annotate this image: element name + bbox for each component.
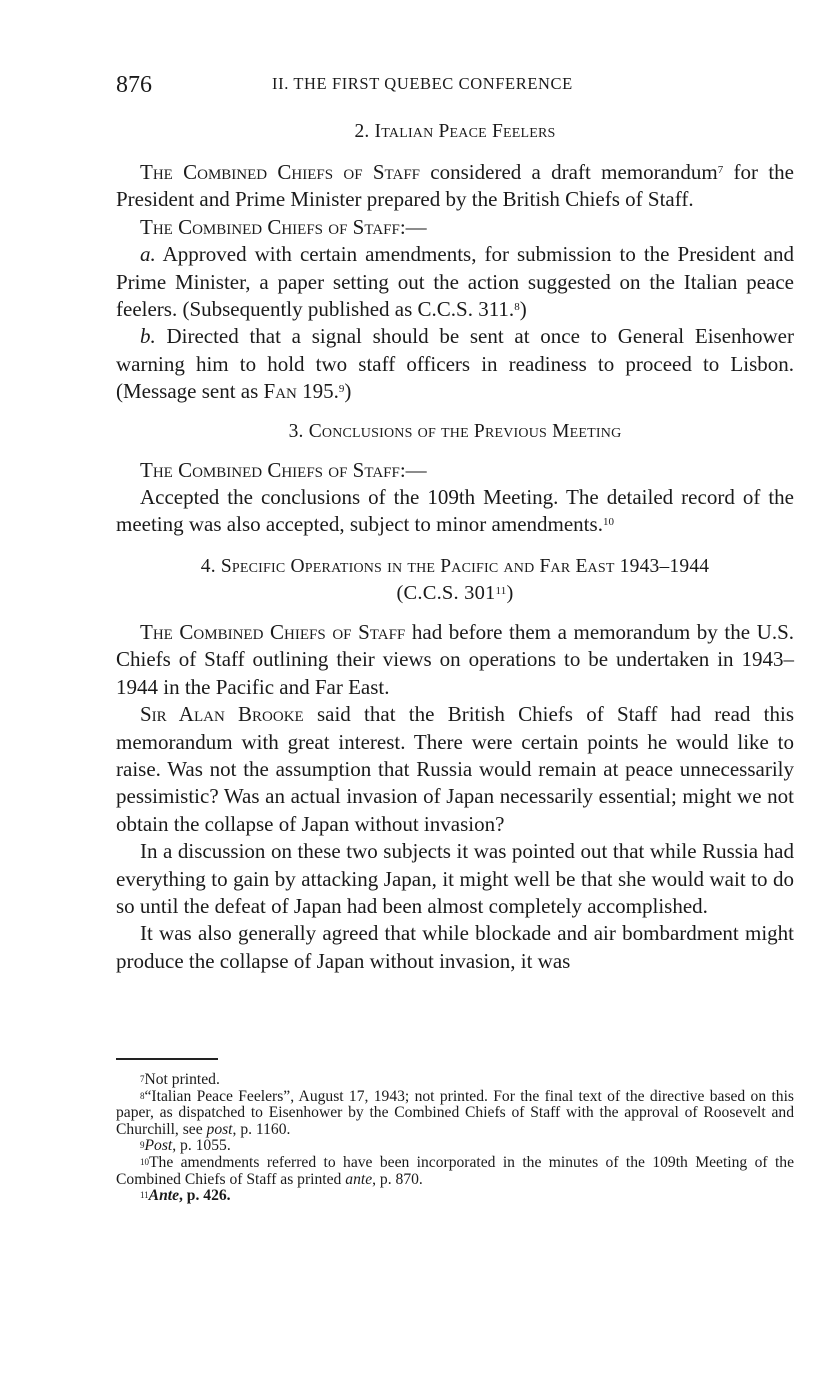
text: considered a draft memorandum	[420, 160, 718, 184]
text: for the President and Prime Minister prepared by the British Chiefs of Staff.	[116, 160, 794, 212]
speaker: The Combined Chiefs of Staff	[140, 619, 406, 644]
footnote-number: 11	[140, 1190, 149, 1201]
text: , p. 870.	[372, 1170, 423, 1188]
footnote-number: 9	[140, 1140, 145, 1151]
paragraph	[116, 214, 794, 241]
text: said that the British Chiefs of Staff had read this memorandum with great interest. There were certain points he would like to raise. Was not the assumption that Russia would remain at peace unnecessarily pessimistic? Was an actual invasion of Japan necessarily essential; might we not obtain the collapse of Japan without invasion?	[116, 702, 794, 836]
paragraph	[116, 484, 794, 539]
footnote-ref: 7	[717, 164, 724, 176]
footnote	[116, 1188, 794, 1205]
text: “Italian Peace Feelers”, August 17, 1943; not printed. For the final text of the directive based on this paper, as dispatched to Eisenhower by the Combined Chiefs of Staff with the approval of Roosevelt and Churchill, see	[116, 1087, 794, 1138]
page-header	[116, 72, 794, 102]
speaker: The Combined Chiefs of Staff	[140, 214, 400, 239]
footnote-number: 7	[140, 1074, 145, 1084]
footnote	[116, 1155, 794, 1188]
footnote-number: 10	[140, 1156, 149, 1167]
page-number: 876	[116, 72, 152, 98]
footnote-ref: 10	[602, 516, 614, 529]
text: 195.	[296, 379, 339, 404]
text: had before them a memorandum by the U.S. Chiefs of Staff outlining their views on operations to be undertaken in 1943–1944 in the Pacific and Far East.	[116, 619, 794, 699]
text: )	[506, 581, 514, 604]
text: The amendments referred to have been incorporated in the minutes of the 109th Meeting of the Combined Chiefs of Staff as printed	[116, 1153, 794, 1188]
footnote	[116, 1072, 794, 1089]
section-heading-3: 3. Conclusions of the Previous Meeting	[288, 420, 622, 442]
text: Ante	[148, 1187, 179, 1205]
speaker: The Combined Chiefs of Staff	[140, 457, 400, 482]
text: :—	[399, 214, 427, 239]
footnote-divider	[116, 1058, 218, 1060]
section-subheading	[116, 580, 794, 607]
paragraph	[116, 457, 794, 484]
paragraph	[116, 159, 794, 214]
running-title: II. THE FIRST QUEBEC CONFERENCE	[272, 74, 573, 93]
text: , p. 1055.	[172, 1137, 231, 1155]
paragraph: It was also generally agreed that while blockade and air bombardment might produce the collapse of Japan without invasion, it was	[116, 921, 794, 973]
section-heading-4: 4. Specific Operations in the Pacific and Far East 1943–1944	[200, 555, 710, 577]
paragraph	[116, 619, 794, 701]
speaker: Sir Alan Brooke	[140, 702, 304, 727]
text: )	[344, 379, 352, 404]
footnote	[116, 1089, 794, 1139]
text: , p. 426.	[179, 1187, 231, 1205]
item-letter: a.	[140, 242, 156, 267]
text: post	[206, 1120, 233, 1138]
text: Not printed.	[144, 1071, 220, 1088]
list-item	[116, 241, 794, 323]
text: Accepted the conclusions of the 109th Meeting. The detailed record of the meeting was also accepted, subject to minor amendments.	[116, 485, 794, 537]
section-heading-2: 2. Italian Peace Feelers	[354, 121, 556, 142]
text: Directed that a signal should be sent at once to General Eisenhower warning him to hold two staff officers in readiness to proceed to Lisbon. (Message sent as	[116, 324, 794, 404]
footnote-number: 8	[140, 1090, 145, 1101]
footnote-ref: 9	[338, 383, 345, 396]
list-item	[116, 323, 794, 405]
message-code: Fan	[263, 379, 297, 404]
text: (C.C.S. 301	[396, 581, 496, 604]
speaker: The Combined Chiefs of Staff	[140, 160, 421, 184]
footnote	[116, 1138, 794, 1155]
text: )	[519, 297, 527, 322]
paragraph: In a discussion on these two subjects it was pointed out that while Russia had everything to gain by attacking Japan, it might well be that she would wait to do so until the defeat of Japan had been almost completely accomplished.	[116, 839, 794, 918]
body-text	[116, 118, 794, 975]
paragraph	[116, 701, 794, 838]
footnote-ref: 11	[495, 584, 507, 597]
footnote-ref: 8	[514, 301, 520, 314]
footnotes	[116, 1072, 794, 1205]
text: Post	[144, 1137, 173, 1155]
item-letter: b.	[140, 324, 156, 349]
text: ante	[345, 1170, 373, 1188]
text: Approved with certain amendments, for submission to the President and Prime Minister, a paper setting out the action suggested on the Italian peace feelers. (Subsequently published as C.C.S. 311.	[116, 242, 794, 322]
text: , p. 1160.	[232, 1120, 291, 1138]
text: :—	[399, 457, 427, 482]
